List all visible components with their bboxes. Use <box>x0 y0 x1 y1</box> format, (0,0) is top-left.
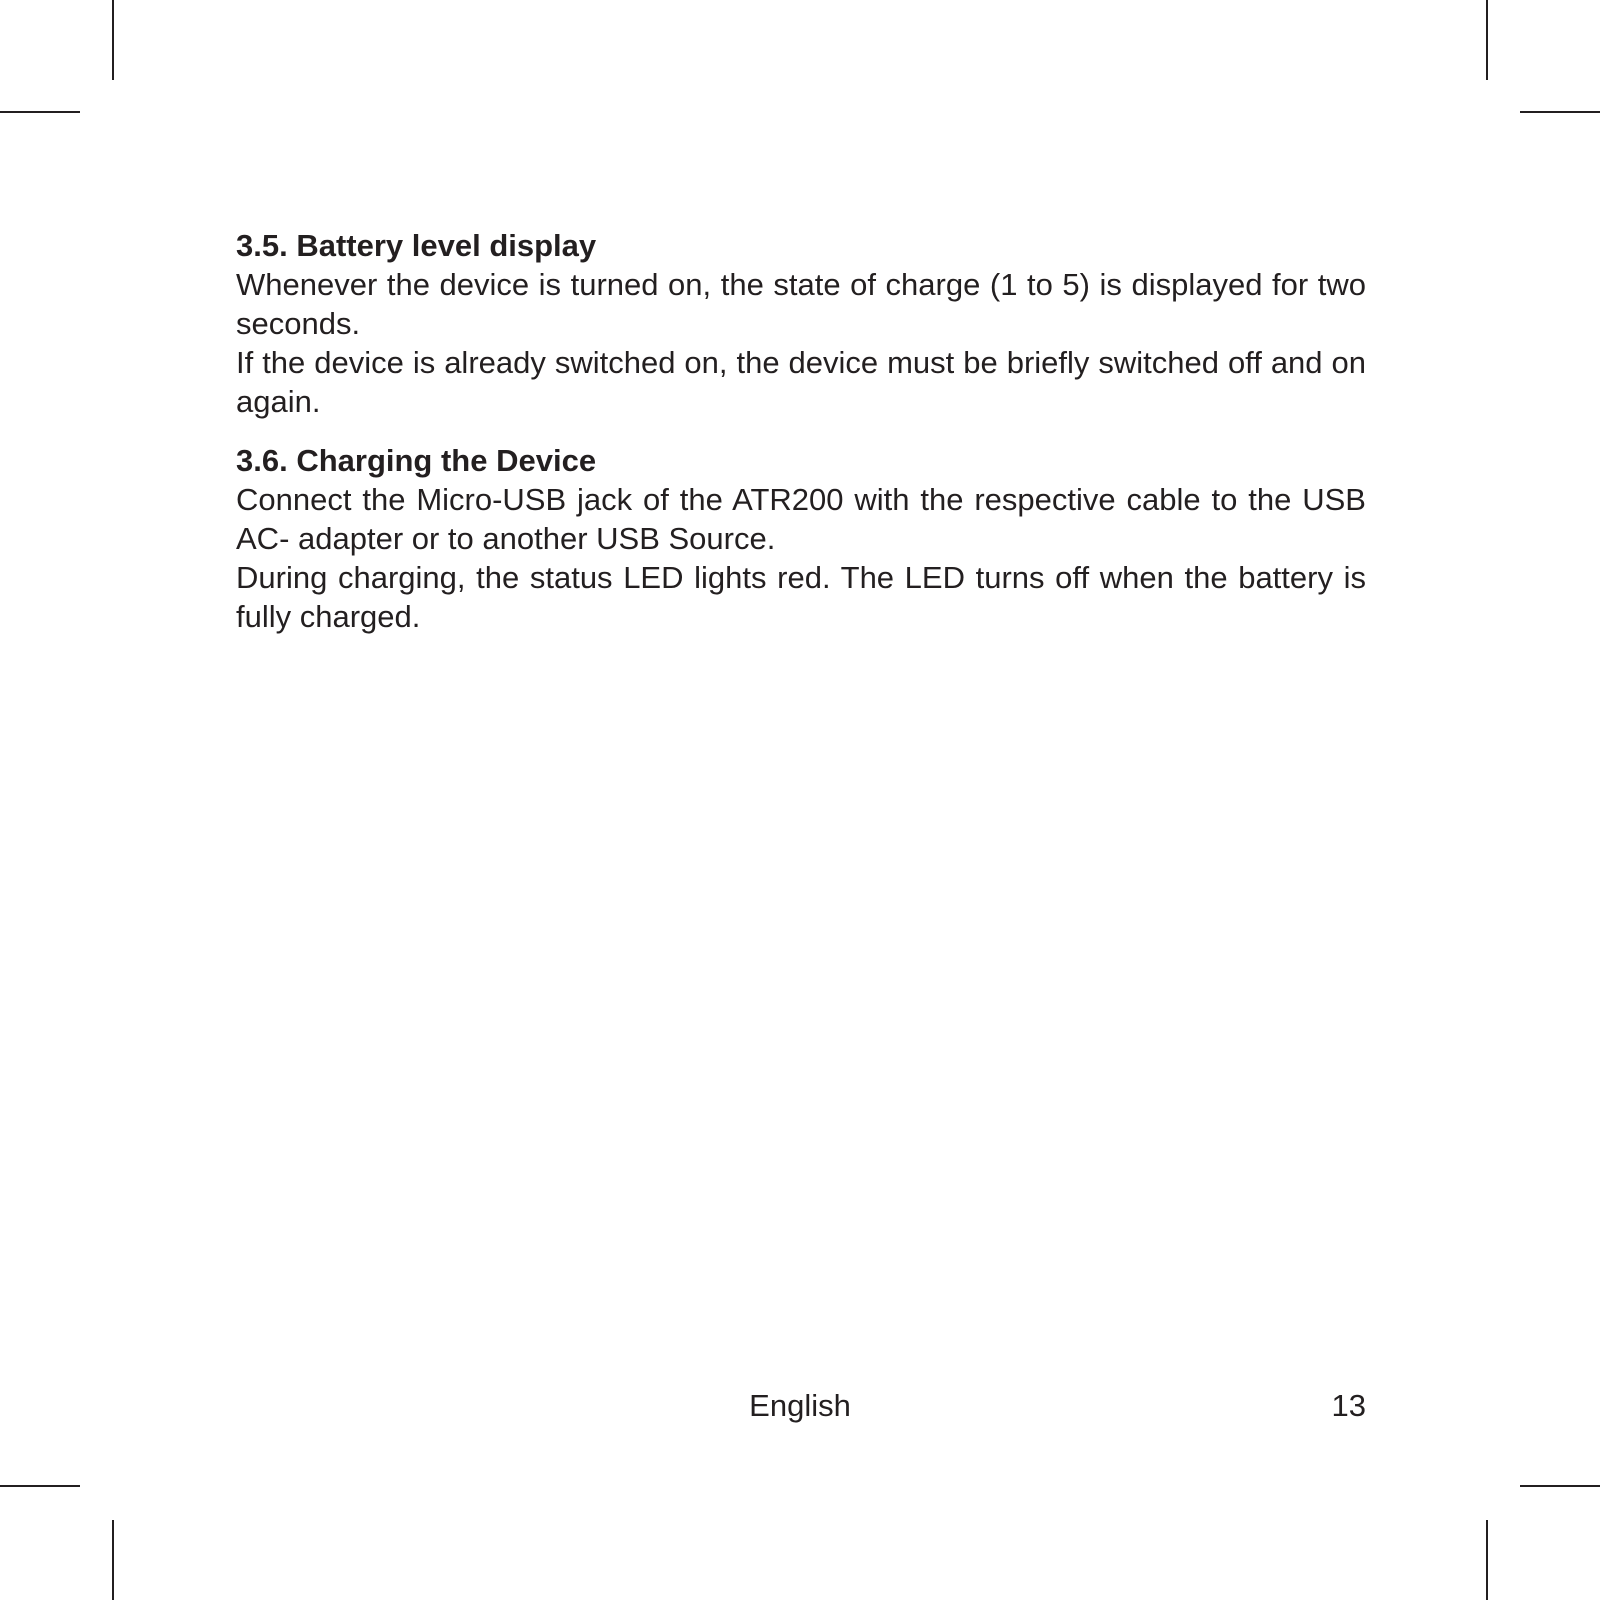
footer-language: English <box>749 1388 851 1423</box>
paragraph: Connect the Micro-USB jack of the ATR200 with the respective cable to the USB AC- adapter or to another USB Source. <box>236 482 1366 556</box>
page-content <box>236 226 1366 656</box>
section-battery-level-display <box>236 226 1366 421</box>
crop-mark-top-left-vertical <box>112 0 114 80</box>
crop-mark-top-right-vertical <box>1486 0 1488 80</box>
section-heading: 3.6. Charging the Device <box>236 443 597 478</box>
crop-mark-top-left-horizontal <box>0 111 80 113</box>
crop-mark-bottom-left-vertical <box>112 1520 114 1600</box>
crop-mark-bottom-right-horizontal <box>1520 1485 1600 1487</box>
crop-mark-bottom-right-vertical <box>1486 1520 1488 1600</box>
section-heading: 3.5. Battery level display <box>236 228 597 263</box>
paragraph: During charging, the status LED lights red. The LED turns off when the battery is fully charged. <box>236 560 1366 634</box>
page-number: 13 <box>1331 1388 1366 1423</box>
crop-mark-bottom-left-horizontal <box>0 1485 80 1487</box>
paragraph: Whenever the device is turned on, the state of charge (1 to 5) is displayed for two seconds. <box>236 267 1366 341</box>
crop-mark-top-right-horizontal <box>1520 111 1600 113</box>
paragraph: If the device is already switched on, the device must be briefly switched off and on again. <box>236 345 1366 419</box>
section-charging-the-device <box>236 441 1366 636</box>
